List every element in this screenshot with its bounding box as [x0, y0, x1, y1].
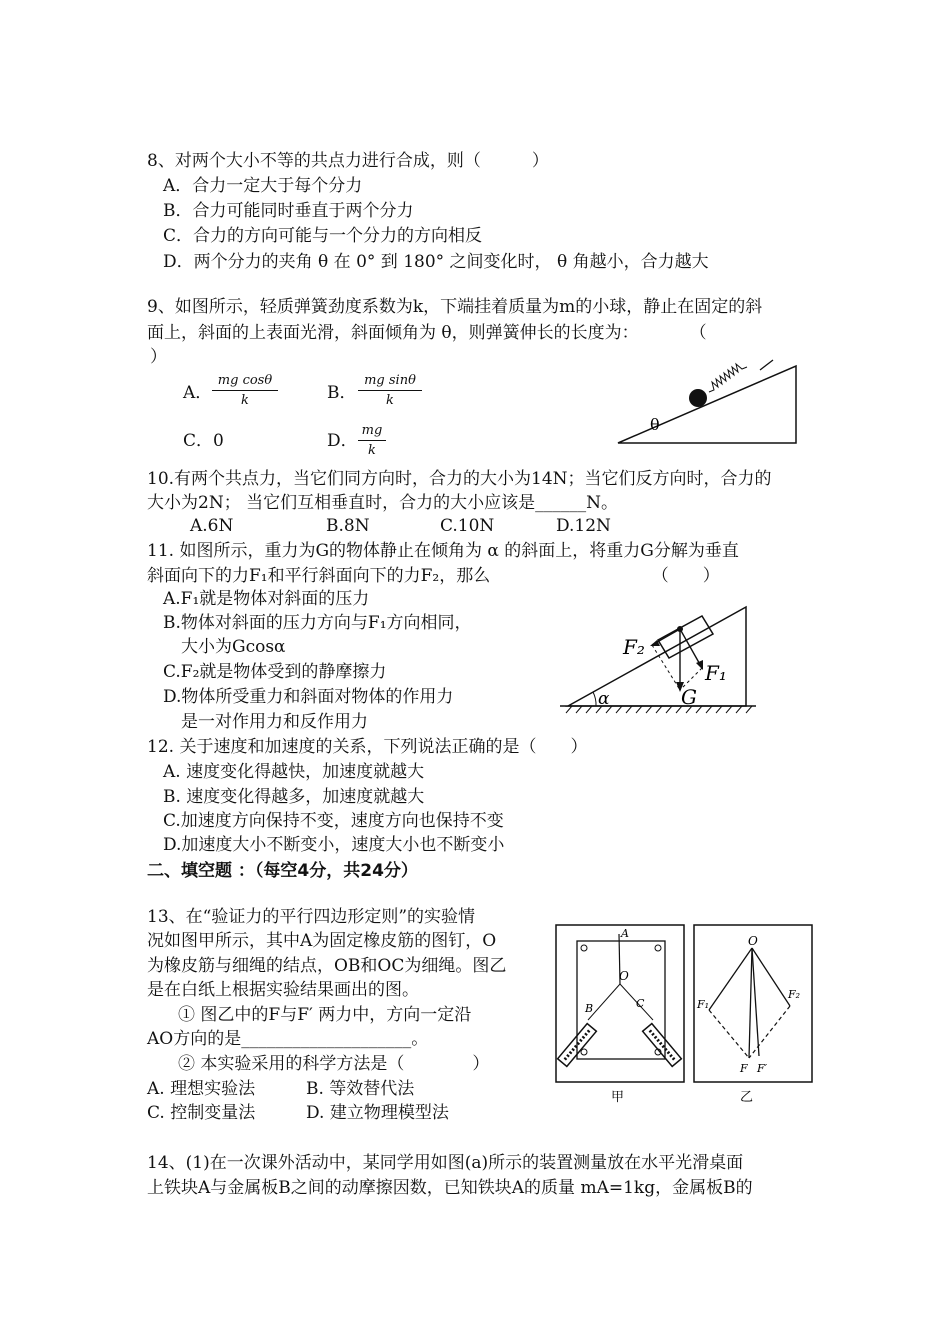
q9-option-d-fraction	[358, 423, 386, 458]
q11-f1-label: F₁	[705, 661, 727, 685]
q13-label-c: C	[636, 997, 645, 1010]
q13-fprime-vector	[752, 948, 759, 1056]
q8-option-c: C．合力的方向可能与一个分力的方向相反	[163, 226, 483, 246]
q9-option-a-den: k	[241, 393, 249, 408]
q8-option-a: A．合力一定大于每个分力	[163, 176, 363, 196]
q13-line-4: 是在白纸上根据实验结果画出的图。	[147, 980, 419, 1000]
q11-option-c: C.F₂就是物体受到的静摩擦力	[163, 662, 387, 682]
q13-label-f: F	[740, 1062, 748, 1075]
q13-spring-scale-c	[643, 1024, 682, 1067]
q11-ground-hatch	[566, 706, 752, 713]
q13-caption-left: 甲	[611, 1090, 625, 1105]
q13-line-6: AO方向的是____________________。	[147, 1029, 429, 1049]
q11-option-d: D.物体所受重力和斜面对物体的作用力	[163, 687, 454, 707]
q11-g-label: G	[681, 685, 697, 709]
q13-option-a: A. 理想实验法	[147, 1079, 256, 1099]
q11-incline-figure	[560, 600, 760, 722]
q12-option-c: C.加速度方向保持不变，速度方向也保持不变	[163, 811, 504, 831]
q9-option-a-fraction	[212, 373, 278, 408]
q13-option-c: C. 控制变量法	[147, 1103, 256, 1123]
q8-stem: 8、对两个大小不等的共点力进行合成，则（ ）	[147, 151, 549, 171]
q9-option-a-num: mg cosθ	[212, 373, 278, 391]
q13-tack-2	[655, 945, 661, 951]
q9-line-3: ）	[150, 347, 167, 367]
q9-line-2: 面上，斜面的上表面光滑，斜面倾角为 θ，则弹簧伸长的长度为： （	[147, 323, 707, 343]
q13-label-o: O	[619, 969, 629, 983]
q9-ball	[689, 389, 707, 407]
q9-theta-label: θ	[650, 415, 660, 434]
q11-option-b-cont: 大小为Gcosα	[181, 637, 286, 657]
q8-option-b: B．合力可能同时垂直于两个分力	[163, 201, 414, 221]
q13-f-vector	[749, 948, 752, 1058]
section-2-heading: 二、填空题 ：（每空4分，共24分）	[147, 861, 418, 881]
q11-line-2: 斜面向下的力F₁和平行斜面向下的力F₂，那么 （ ）	[147, 566, 720, 586]
q13-label-fprime: F′	[757, 1062, 768, 1075]
q9-option-b-fraction	[358, 373, 422, 408]
q14-line-2: 上铁块A与金属板B之间的动摩擦因数，已知铁块A的质量 mA=1kg，金属板B的	[147, 1178, 753, 1198]
q8-option-d: D．两个分力的夹角 θ 在 0° 到 180° 之间变化时， θ 角越小，合力越大	[163, 252, 709, 272]
q10-line-2: 大小为2N； 当它们互相垂直时，合力的大小应该是______N。	[147, 493, 618, 513]
q13-figure	[553, 920, 818, 1110]
q9-line-1: 9、如图所示，轻质弹簧劲度系数为k，下端挂着质量为m的小球，静止在固定的斜	[147, 297, 763, 317]
q13-dash-1	[709, 1010, 749, 1058]
q9-option-b-num: mg sinθ	[358, 373, 422, 391]
q13-label-a: A	[621, 927, 629, 940]
q9-option-c: C．0	[183, 431, 224, 451]
q12-option-a: A. 速度变化得越快，加速度就越大	[163, 762, 425, 782]
q11-line-1: 11. 如图所示，重力为G的物体静止在倾角为 α 的斜面上，将重力G分解为垂直	[147, 541, 739, 561]
q13-line-1: 13、在“验证力的平行四边形定则”的实验情	[147, 907, 476, 927]
q13-caption-right: 乙	[740, 1090, 754, 1105]
q9-spring	[709, 364, 747, 392]
q11-alpha-label: α	[598, 689, 610, 709]
q10-option-d: D.12N	[556, 516, 611, 536]
q9-option-d-den: k	[368, 443, 376, 458]
q11-alpha-arc	[593, 692, 596, 706]
q13-dash-2	[749, 1006, 790, 1058]
q13-label-f2: F₂	[788, 988, 801, 1001]
q12-stem: 12. 关于速度和加速度的关系，下列说法正确的是（ ）	[147, 737, 588, 757]
q13-line-7: ② 本实验采用的科学方法是（ ）	[178, 1054, 490, 1074]
q13-line-3: 为橡皮筋与细绳的结点，OB和OC为细绳。图乙	[147, 956, 507, 976]
q13-f2-vector	[752, 948, 790, 1006]
q11-option-a: A.F₁就是物体对斜面的压力	[163, 589, 370, 609]
q9-option-b-den: k	[386, 393, 394, 408]
q9-option-d-num: mg	[358, 423, 386, 441]
q13-line-5: ① 图乙中的F与F′ 两力中，方向一定沿	[178, 1005, 472, 1025]
q13-option-b: B. 等效替代法	[306, 1079, 415, 1099]
q9-incline	[618, 366, 796, 443]
q13-label-o-b: O	[748, 934, 758, 948]
q13-label-f1: F₁	[697, 998, 710, 1011]
q9-option-b-label: B．	[327, 383, 357, 403]
q9-incline-figure	[610, 350, 810, 450]
q11-option-d-cont: 是一对作用力和反作用力	[181, 712, 368, 732]
q9-spring-anchor	[760, 360, 773, 370]
q10-option-c: C.10N	[440, 516, 495, 536]
q11-incline	[568, 607, 746, 706]
q13-line-2: 况如图甲所示，其中A为固定橡皮筋的图钉，O	[147, 931, 497, 951]
q12-option-b: B. 速度变化得越多，加速度就越大	[163, 787, 425, 807]
q11-f2-label: F₂	[623, 635, 645, 659]
q13-tack-3	[581, 1049, 587, 1055]
q10-line-1: 10.有两个共点力，当它们同方向时，合力的大小为14N；当它们反方向时，合力的	[147, 469, 772, 489]
q13-tack-1	[581, 945, 587, 951]
q11-option-b: B.物体对斜面的压力方向与F₁方向相同，	[163, 613, 472, 633]
q14-line-1: 14、(1)在一次课外活动中，某同学用如图(a)所示的装置测量放在水平光滑桌面	[147, 1153, 744, 1173]
q9-option-d-label: D．	[327, 431, 358, 451]
q12-option-d: D.加速度大小不断变小，速度大小也不断变小	[163, 835, 505, 855]
q13-label-b: B	[585, 1002, 594, 1015]
q13-f1-vector	[709, 948, 752, 1010]
q10-option-b: B.8N	[326, 516, 370, 536]
q9-option-a-label: A．	[183, 383, 213, 403]
q10-option-a: A.6N	[190, 516, 234, 536]
q13-option-d: D. 建立物理模型法	[306, 1103, 449, 1123]
